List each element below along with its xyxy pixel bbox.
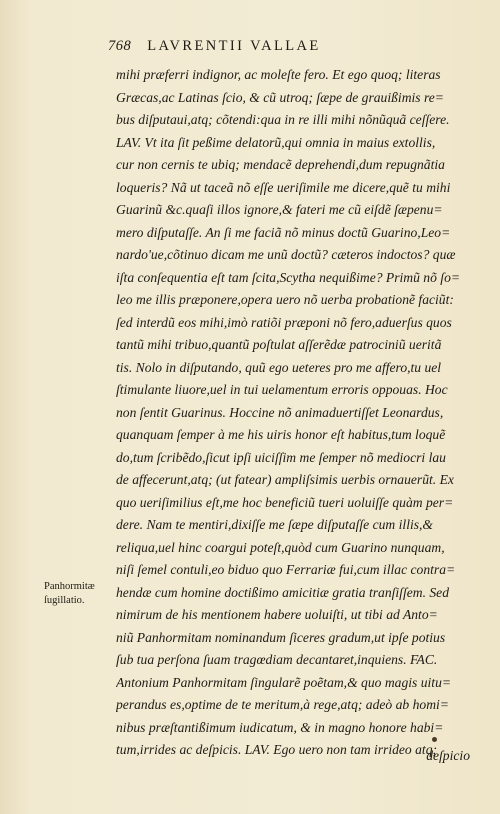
text-line: perandus es,optime de te meritum,à rege,atq; adeò ab homi= — [116, 697, 449, 712]
text-line: tantũ mihi tribuo,quantũ poſtulat aſſerẽdæ patrociniũ ueritã — [116, 337, 442, 352]
text-line: niſi ſemel contuli,eo biduo quo Ferrariæ fui,cum illac contra= — [116, 562, 456, 577]
text-line: tis. Nolo in diſputando, quũ ego ueteres pro me affero,tu uel — [116, 359, 442, 375]
text-line: mihi præferri indignor, ac moleſte fero. Et ego quoq; literas — [116, 67, 441, 82]
text-line: reliqua,uel hinc coargui poteſt,quòd cum Guarino nunquam, — [116, 539, 445, 555]
text-line: ſtimulante liuore,uel in tui uelamentum erroris oppouas. Hoc — [116, 382, 448, 397]
text-line: non ſentit Guarinus. Hoccine nõ animaduertiſſet Leonardus, — [116, 404, 444, 420]
text-line: loqueris? Nã ut taceã nõ eſſe ueriſimile me dicere,quẽ tu mihi — [116, 179, 451, 195]
catchword: deſpicio — [426, 748, 470, 763]
text-line: dere. Nam te mentiri,dixiſſe me ſæpe diſputaſſe cum illis,& — [116, 517, 434, 532]
text-line: mero diſputaſſe. An ſi me faciã nõ minus doctũ Guarino,Leo= — [116, 224, 451, 240]
text-line: iſta conſequentia eſt tam ſcita,Scytha nequißime? Primũ nõ ſo= — [116, 269, 461, 285]
text-line: do,tum ſcribẽdo,ſicut ipſi uiciſſim me ſemper nõ mediocri lau — [116, 449, 446, 465]
margin-note-line: Panhormitæ — [44, 581, 95, 592]
text-line: ſed interdũ eos mihi,imò ratiõi præponi nõ fero,aduerſus quos — [116, 314, 452, 330]
text-line: cur non cernis te ubiq; mendacẽ deprehendi,dum repugnãtia — [116, 157, 445, 172]
text-line: ſub tua perſona ſuam tragœdiam decantaret,inquiens. FAC. — [116, 652, 438, 667]
text-line: quo ueriſimilius eſt,me hoc beneficiũ tueri uoluiſſe quàm per= — [116, 494, 454, 510]
page-number: 768 — [108, 38, 132, 54]
running-title: LAVRENTII VALLAE — [147, 38, 321, 54]
text-line: nimirum de his mentionem habere uoluiſti, ut tibi ad Anto= — [116, 607, 438, 622]
text-block — [116, 64, 482, 762]
margin-note-line: ſugillatio. — [44, 595, 85, 606]
text-line: bus diſputaui,atq; cõtendi:qua in re illi mihi nõnũquã ceſſere. — [116, 112, 450, 127]
margin-note — [44, 580, 114, 608]
text-line: Græcas,ac Latinas ſcio, & cũ utroq; ſæpe de grauißimis re= — [116, 89, 444, 105]
text-line: de affecerunt,atq; (ut fatear) ampliſsimis uerbis ornauerũt. Ex — [116, 472, 454, 487]
text-line: hendæ cum homine doctißimo amicitiæ gratia tranſiſſem. Sed — [116, 584, 450, 600]
text-line: nardo'ue,cõtinuo dicam me unũ doctũ? cæteros indoctos? quæ — [116, 247, 456, 262]
text-line: LAV. Vt ita ſit peßime delatorũ,qui omnia in maius extollis, — [116, 134, 436, 150]
text-line: tum,irrides ac deſpicis. LAV. Ego uero non tam irrideo atq; — [116, 742, 438, 757]
text-line: niũ Panhormitam nominandum ſiceres gradum,ut ipſe potius — [116, 629, 446, 645]
running-header — [108, 38, 480, 58]
text-line: Antonium Panhormitam ſingularẽ poẽtam,& quo magis uitu= — [116, 674, 452, 690]
text-line: nibus præſtantißimum iudicatum, & in magno honore habi= — [116, 719, 444, 735]
ink-mark — [432, 737, 437, 742]
text-line: quanquam ſemper à me his uiris honor eſt habitus,tum loquẽ — [116, 427, 446, 442]
text-line: Guarinũ &c.quaſi illos ignore,& fateri me cũ eiſdẽ ſæpenu= — [116, 202, 443, 217]
text-line: leo me illis præponere,opera uero nõ uerba probationẽ faciũt: — [116, 292, 454, 307]
